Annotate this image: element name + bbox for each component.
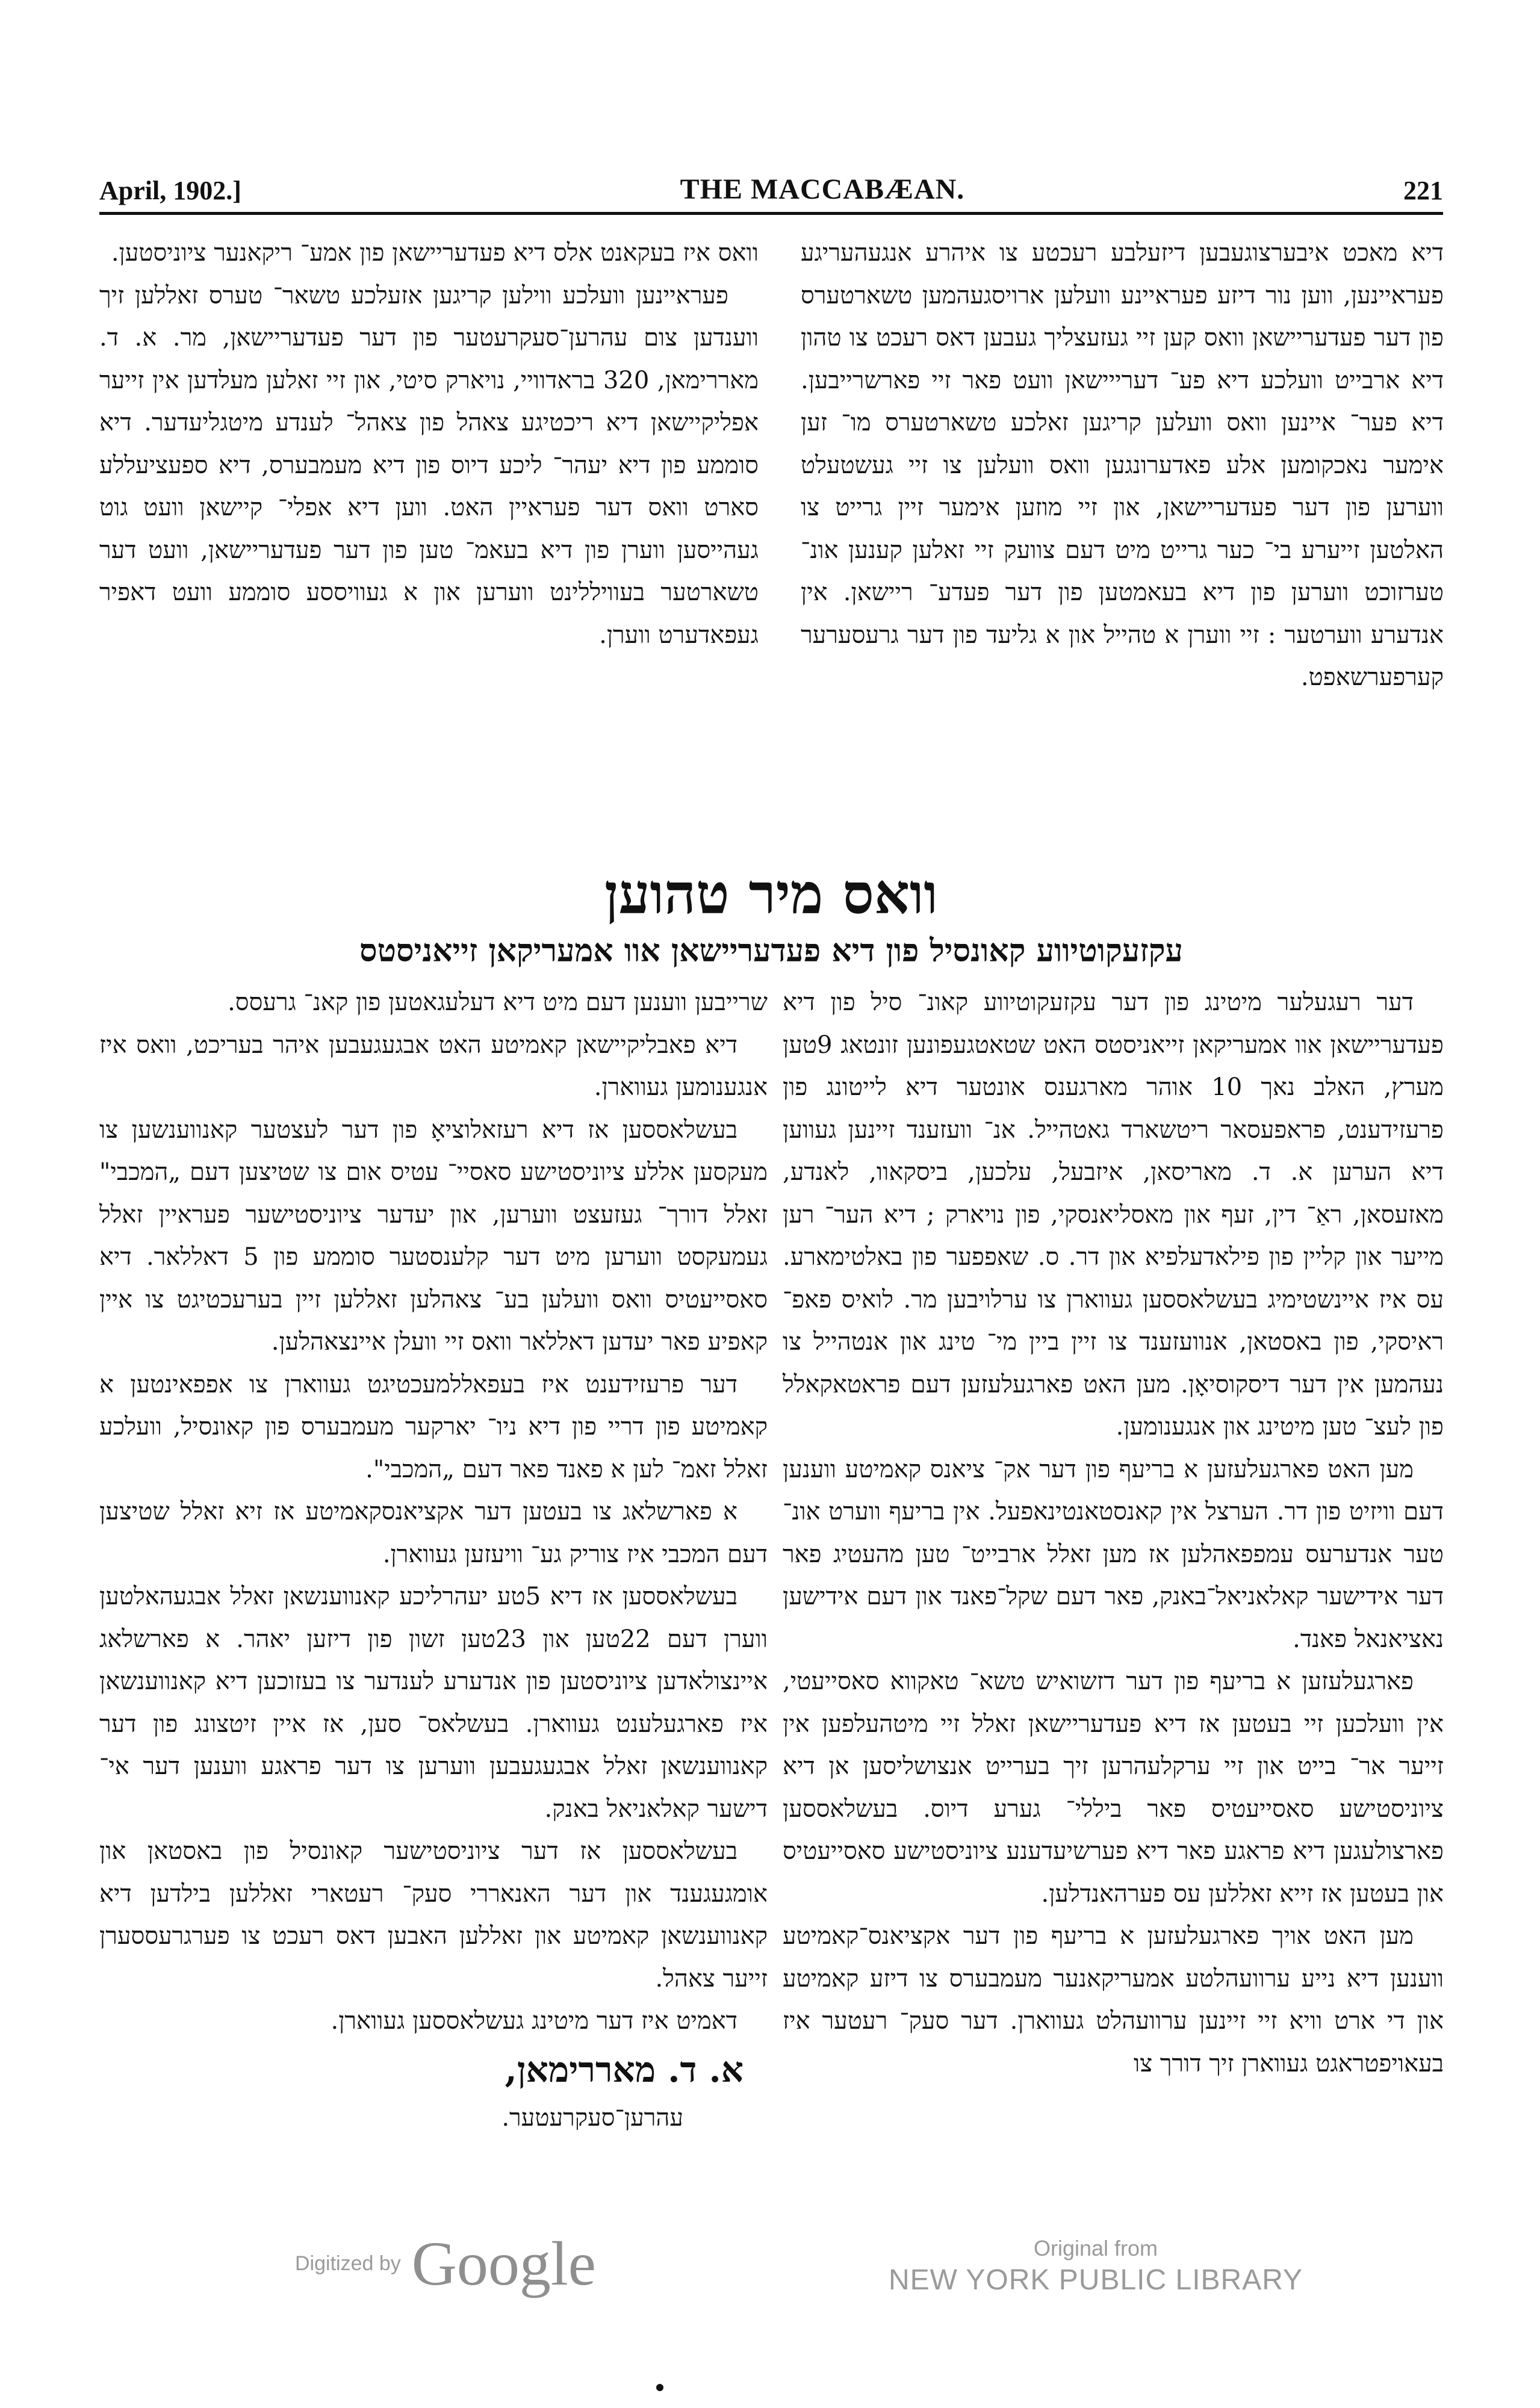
header-page-number: 221	[1403, 176, 1443, 205]
text-paragraph: פעראיינען וועלכע ווילען קריגען אזעלכע טשאר־ טערס זאללען זיך ווענדען צום עהרען־סעקרעטער פון דער פעדעריישאן, מר. א. ד. מאררימאן, 320 בראדוויי, נויארק סיטי, און זיי זאלען מעלדען אין זייער אפליקיישאן דיא ריכטיגע צאהל פון צאהל־ לענדע מיטגליעדער. דיא סוממע פון דיא יעהר־ ליכע דיוס פון דיא מעמבערס, דיא ספעציעללע סארט וואס דער פעראיין האט. ווען דיא אפלי־ קיישאן וועט גוט געהייסען ווערן פון דיא בעאמ־ טען פון דער פעדעריישאן, וועט דער טשארטער בעוויללינט ווערען און א געוויססע סוממע וועט דאפיר געפאדערט ווערן.	[99, 281, 759, 649]
text-paragraph: בעשלאססען אז דיא רעזאלוציאָ פון דער לעצטער קאנווענשען צו מעקסען אללע ציוניסטישע סאסיי־ עטיס אום צו שטיצען דעם „המכבי" זאלל דורך־ געזעצט ווערען, און יעדער ציוניסטישער פעראיין זאלל געמעקסט ווערען מיט דער קלענסטער סוממע פון 5 דאללאר. דיא סאסייעטיס וואס וועלען בע־ צאהלען זאללען זיין בערעכטיגט צו איין קאפיע פאר יעדען דאללאר וואס זיי וועלן איינצאהלען.	[99, 1116, 768, 1356]
text-paragraph: וואס איז בעקאנט אלס דיא פעדעריישאן פון אמע־ ריקאנער ציוניסטען.	[111, 239, 759, 267]
text-paragraph: שרייבען ווענען דעם מיט דיא דעלעגאטען פון קאנ־ גרעסס.	[228, 988, 768, 1016]
text-paragraph: דיא פאבליקיישאן קאמיטע האט אבגעגעבען איהר בעריכט, וואס איז אנגענומען געווארן.	[99, 1031, 768, 1101]
library-name: NEW YORK PUBLIC LIBRARY	[888, 2264, 1303, 2296]
page-mark	[656, 2384, 663, 2391]
text-paragraph: דער רעגעלער מיטינג פון דער עקזעקוטיווע קאונ־ סיל פון דיא פעדעריישאן אוו אמעריקאן זייאניסטס האט שטאטגעפונען זונטאג 9טען מערץ, האלב נאך 10 אוהר מארגענס אונטער דיא לייטונג פון פרעזידענט, פראפעסאר ריטשארד גאטהייל. אנ־ וועזענד זיינען געווען דיא הערען א. ד. מאריסאן, איזבעל, עלכען, ביסקאוו, לאנדע, מאזעסאן, ראַ־ דין, זעף און מאסליאנסקי, פון נויארק ; דיא הער־ רען מייער און קליין פון פילאדעלפיא און דר. ס. שאפפער פון באלטימארע. עס איז איינשטימיג בעשלאססען געווארן צו ערלויבען מר. לואיס פאפ־ ראיסקי, פון באסטאן, אנוועזענד צו זיין ביין מי־ טינג און אנטהייל צו נעהמען אין דער דיסקוסיאָן. מען האט פארגעלעזען דעם פראטאקאלל פון לעצ־ טען מיטינג און אנגענומען.	[783, 988, 1444, 1441]
digitized-by-label: Digitized by	[295, 2251, 401, 2275]
article-title: וואס מיר טהוען	[604, 861, 938, 926]
signature-name: א. ד. מאררימאן,	[505, 2049, 744, 2090]
text-paragraph: פארגעלעזען א בריעף פון דער דזשואיש טשא־ טאקווא סאסייעטי, אין וועלכען זיי בעטען אז דיא פעדעריישאן זאלל זיי מיטהעלפען אין זייער אר־ בייט און זיי ערקלעהרען זיך בערייט אנצושליסען אן דיא ציוניסטישע סאסייעטיס פאר ביללי־ גערע דיוס. בעשלאססען פארצולעגען דיא פראגע פאר דיא פערשיעדענע ציוניסטישע סאסייעטיס און בעטען אז זייא זאללען עס פערהאנדלען.	[783, 1668, 1444, 1908]
text-paragraph: בעשלאססען אז דער ציוניסטישער קאונסיל פון באסטאן און אומגעגענד און דער האנאררי סעק־ רעטארי זאללען בילדען דיא קאנווענשאן קאמיטע און זאללען האבען דאס רעכט צו פערגרעססערן זייער צאהל.	[99, 1837, 768, 1993]
running-header	[99, 164, 1443, 206]
top-right-column	[801, 232, 1444, 699]
bottom-left-column	[99, 981, 768, 2139]
google-logo: Google	[411, 2229, 596, 2298]
article-subtitle: עקזעקוטיווע קאונסיל פון דיא פעדעריישאן אוו אמעריקאן זייאניסטס	[359, 932, 1183, 969]
signature-role: עהרען־סעקרעטער.	[501, 2103, 683, 2132]
digitized-by-credit	[295, 2227, 644, 2300]
text-paragraph: מען האט פארגעלעזען א בריעף פון דער אק־ ציאנס קאמיטע ווענען דעם וויזיט פון דר. הערצל אין קאנסטאנטינאפעל. אין בריעף ווערט אונ־ טער אנדערעס עמפפאהלען אז מען זאלל ארבייט־ טען מהעטיג פאר דער אידישער קאלאניאל־באנק, פאר דעם שקל־פאנד און דעם אידישען נאציאנאל פאנד.	[783, 1455, 1444, 1653]
original-from-label: Original from	[1033, 2236, 1158, 2261]
header-date: April, 1902.]	[99, 176, 241, 205]
text-paragraph: דאמיט איז דער מיטינג געשלאססען געווארן.	[331, 2007, 737, 2035]
top-left-column	[99, 232, 759, 656]
header-journal-title: THE MACCABÆAN.	[680, 173, 965, 205]
text-paragraph: דיא מאכט איבערצוגעבען דיזעלבע רעכטע צו איהרע אנגעהעריגע פעראיינען, ווען נור דיזע פעראיינע וועלען ארויסגעהמען טשארטערס פון דער פעדעריישאן וואס קען זיי געזעצליך געבען דאס רעכט צו טהון דיא ארבייט וועלכע דיא פע־ דערייישאן וועט פאר זיי פארשרייבען. דיא פער־ איינען וואס וועלען קריגען זאלכע טשארטערס מו־ זען אימער נאכקומען אלע פאדערונגען וואס וועלען צו זיי געשטעלט ווערען פון דער פעדעריישאן, און זיי מוזען אימער זיין גרייט צו האלטען זייערע בי־ כער גרייט מיט דעם צוועק זיי זאלען קענען אונ־ טערזוכט ווערען פון דיא בעאמטען פון דער פעדע־ ריישאן. אין אנדערע ווערטער : זיי ווערן א טהייל און א גליעד פון דער גרעסערער קערפערשאפט.	[801, 239, 1444, 691]
bottom-right-column	[783, 981, 1444, 2085]
text-paragraph: א פארשלאג צו בעטען דער אקציאנסקאמיטע אז זיא זאלל שטיצען דעם המכבי איז צוריק גע־ וויעזען געווארן.	[99, 1498, 768, 1568]
source-credit	[885, 2235, 1306, 2301]
header-rule	[99, 212, 1443, 215]
text-paragraph: מען האט אויך פארגעלעזען א בריעף פון דער אקציאנס־קאמיטע ווענען דיא נייע ערוועהלטע אמעריקאנער מעמבערס צו דיזע קאמיטע און די ארט וויא זיי זיינען ערוועהלט געווארן. דער סעק־ רעטער איז בעאויפטראגט געווארן זיך דורך צו	[783, 1922, 1444, 2078]
text-paragraph: בעשלאססען אז דיא 5טע יעהרליכע קאנווענשאן זאלל אבגעהאלטען ווערן דעם 22טען און 23טען זשון פון דיזען יאהר. א פארשלאג איינצולאדען ציוניסטען פון אנדערע לענדער צו בעזוכען דיא קאנווענשאן איז פארגעלענט געווארן. בעשלאס־ סען, אז איין זיטצונג פון דער קאנווענשאן זאלל אבגעגעבען ווערען צו דער פראגע ווענען דער אי־ דישער קאלאניאל באנק.	[99, 1583, 768, 1823]
text-paragraph: דער פרעזידענט איז בעפאללמעכטיגט געווארן צו אפפאינטען א קאמיטע פון דריי פון דיא ניו־ יארקער מעמבערס פון קאונסיל, וועלכע זאלל זאמ־ לען א פאנד פאר דעם „המכבי".	[99, 1370, 768, 1483]
